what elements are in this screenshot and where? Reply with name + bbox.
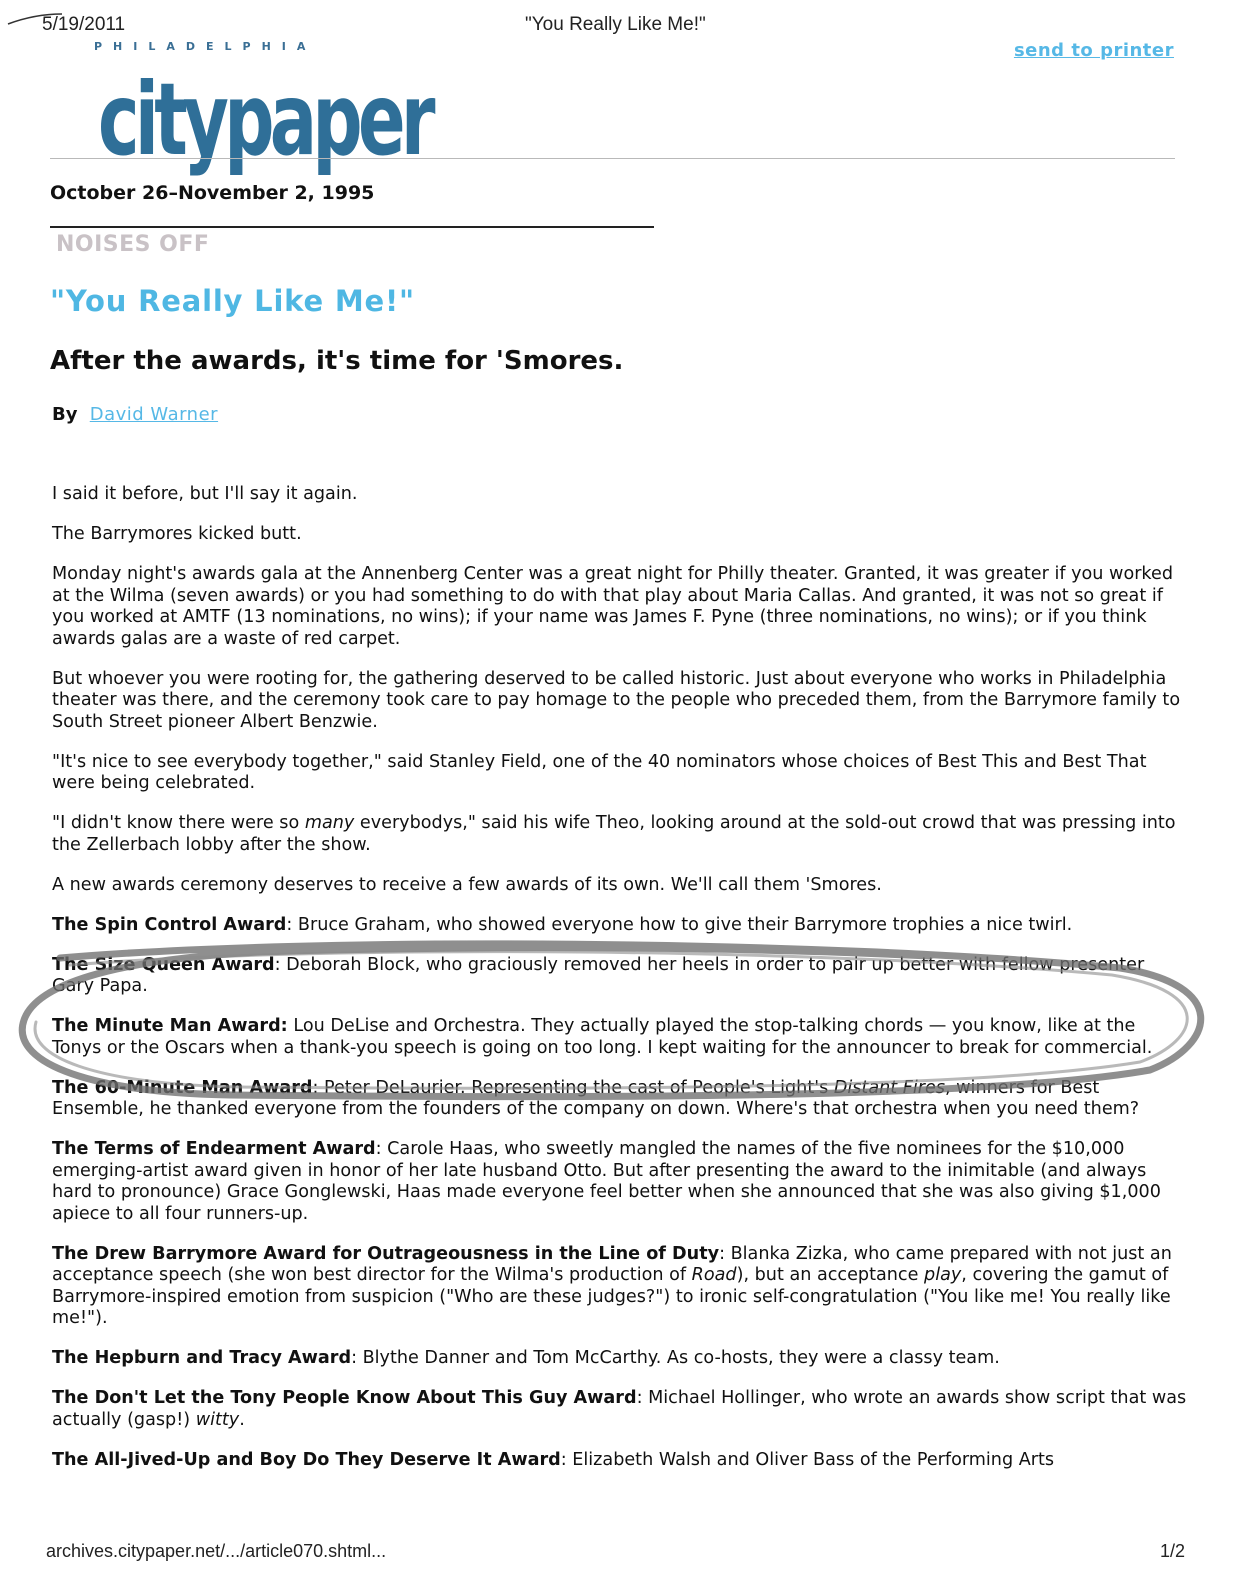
section-label: NOISES OFF <box>56 232 210 257</box>
paragraph: A new awards ceremony deserves to receive a few awards of its own. We'll call them 'Smores. <box>52 874 882 895</box>
award-paragraph: The 60-Minute Man Award: Peter DeLaurier. Representing the cast of People's Light's Distant Fires, winners for Best Ensemble, he thanked everyone from the founders of the company on down. Where's that orchestra when you need them? <box>52 1077 1140 1119</box>
paragraph: The Barrymores kicked butt. <box>52 524 302 544</box>
paragraph: But whoever you were rooting for, the gathering deserved to be called historic. Just about everyone who works in Philadelphia theater was there, and the ceremony took care to pay homage to the people who preceded them, from the Barrymore family to South Street pioneer Albert Benzwie. <box>52 668 1181 732</box>
print-date: 5/19/2011 <box>42 14 126 35</box>
author-link[interactable]: David Warner <box>89 404 219 425</box>
award-name: The Size Queen Award <box>52 954 275 975</box>
award-name: The Terms of Endearment Award <box>52 1139 376 1159</box>
send-to-printer-link[interactable]: send to printer <box>1013 40 1174 61</box>
issue-date: October 26–November 2, 1995 <box>50 182 375 204</box>
article-headline: "You Really Like Me!" <box>50 284 415 318</box>
logo-subtitle: PHILADELPHIA <box>94 40 317 53</box>
award-paragraph: The Minute Man Award: Lou DeLise and Orchestra. They actually played the stop-talking chords — you know, like at the Tonys or the Oscars when a thank-you speech is going on too long. I kept waiting for the announcer to break for commercial. <box>52 1016 1153 1058</box>
award-paragraph: The Size Queen Award: Deborah Block, who graciously removed her heels in order to pair up better with fellow presenter Gary Papa. <box>52 954 1145 996</box>
print-title: "You Really Like Me!" <box>525 14 706 35</box>
article-subhead: After the awards, it's time for 'Smores. <box>50 346 624 376</box>
footer-page-number: 1/2 <box>1160 1541 1186 1561</box>
citypaper-logo[interactable] <box>50 40 431 178</box>
award-name: The Minute Man Award: <box>52 1016 288 1036</box>
print-header <box>0 12 1254 42</box>
award-paragraph: The Terms of Endearment Award: Carole Haas, who sweetly mangled the names of the five nominees for the $10,000 emerging-artist award given in honor of her late husband Otto. But after presenting the award to the inimitable (and always hard to pronounce) Grace Gonglewski, Haas made everyone feel better when she announced that she was also giving $1,000 apiece to all four runners-up. <box>52 1139 1161 1224</box>
logo-wordmark: citypaper <box>98 61 431 178</box>
award-name: The Drew Barrymore Award for Outrageousness in the Line of Duty <box>52 1243 720 1264</box>
award-name: The Don't Let the Tony People Know About This Guy Award <box>52 1388 637 1408</box>
footer-url: archives.citypaper.net/.../article070.shtml... <box>46 1541 387 1561</box>
paragraph: Monday night's awards gala at the Annenberg Center was a great night for Philly theater. Granted, it was greater if you worked at the Wilma (seven awards) or you had something to do with that play about Maria Callas. And granted, it was not so great if you worked at AMTF (13 nominations, no wins); if your name was James F. Pyne (three nominations, no wins); or if you think awards galas are a waste of red carpet. <box>52 564 1173 649</box>
award-name: The Spin Control Award <box>52 914 287 935</box>
paragraph: "I didn't know there were so many everybodys," said his wife Theo, looking around at the sold-out crowd that was pressing into the Zellerbach lobby after the show. <box>52 813 1176 855</box>
date-divider <box>50 226 654 228</box>
top-divider <box>50 158 1175 159</box>
byline-prefix: By <box>52 404 78 425</box>
award-name: The All-Jived-Up and Boy Do They Deserve It Award <box>52 1449 561 1470</box>
award-name: The Hepburn and Tracy Award <box>52 1348 352 1368</box>
award-paragraph: The Hepburn and Tracy Award: Blythe Danner and Tom McCarthy. As co-hosts, they were a classy team. <box>52 1348 1000 1368</box>
award-name: The 60-Minute Man Award <box>52 1077 313 1098</box>
award-paragraph: The All-Jived-Up and Boy Do They Deserve It Award: Elizabeth Walsh and Oliver Bass of the Performing Arts <box>52 1449 1055 1470</box>
award-paragraph: The Don't Let the Tony People Know About This Guy Award: Michael Hollinger, who wrote an awards show script that was actually (gasp!) witty. <box>52 1388 1187 1430</box>
paragraph: "It's nice to see everybody together," said Stanley Field, one of the 40 nominators whose choices of Best This and Best That were being celebrated. <box>52 751 1147 793</box>
award-paragraph: The Drew Barrymore Award for Outrageousness in the Line of Duty: Blanka Zizka, who came prepared with not just an acceptance speech (she won best director for the Wilma's production of Road), but an acceptance play, covering the gamut of Barrymore-inspired emotion from suspicion ("Who are these judges?") to ironic self-congratulation ("You like me! You really like me!"). <box>52 1243 1172 1328</box>
paragraph: I said it before, but I'll say it again. <box>52 484 358 504</box>
article-body <box>52 484 1187 1490</box>
award-paragraph: The Spin Control Award: Bruce Graham, who showed everyone how to give their Barrymore trophies a nice twirl. <box>52 914 1073 935</box>
byline <box>52 404 218 425</box>
